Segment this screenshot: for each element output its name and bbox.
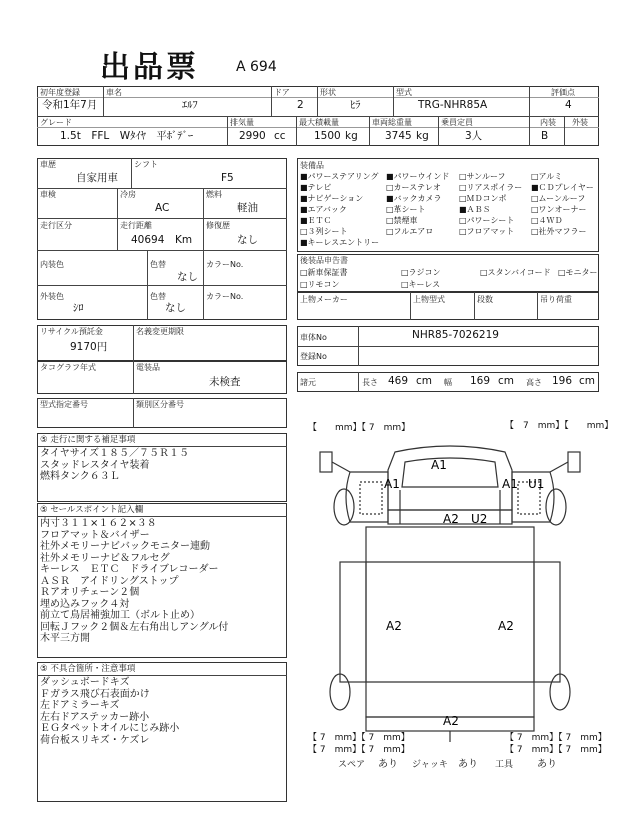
notes-running-lines	[40, 448, 189, 483]
tire-rear-right-2: 【 7 mm】【 7 mm】	[505, 745, 607, 755]
door-label: ドア	[274, 88, 290, 97]
equipment-item: □４ＷＤ	[531, 216, 563, 225]
equipment-item: ■ＥＴＣ	[300, 216, 332, 225]
note-line: 前立て鳥居補強加工（ボルト止め）	[40, 610, 200, 621]
capacity: 3人	[465, 130, 483, 142]
equipment-item: ■パワーステアリング	[300, 172, 379, 181]
notes-running-title: ⑤ 走行に関する補足事項	[40, 435, 136, 445]
post-equipment-item: □モニター	[558, 268, 598, 277]
jack-value: あり	[458, 759, 478, 770]
repaint2-label: 色替	[150, 292, 166, 301]
equipment-item: ■ＡＢＳ	[459, 205, 491, 214]
maxload-label: 最大積載量	[299, 118, 339, 127]
tire-front-right: 【 7 mm】【 mm】	[505, 421, 614, 431]
mileage-value: 40694	[131, 234, 165, 246]
note-line: 燃料タンク６３Ｌ	[40, 471, 120, 482]
length-value: 469	[388, 375, 409, 387]
car-history: 自家用車	[76, 172, 118, 184]
equipment-title: 装備品	[300, 161, 324, 170]
mark-a1-left: A1	[384, 477, 400, 491]
note-line: ＡＳＲ アイドリングストップ	[40, 575, 179, 587]
max-load: 1500	[314, 130, 341, 142]
equipment-item: □ワンオーナー	[531, 205, 587, 214]
mark-a2-mid: A2	[443, 512, 459, 526]
body-shape: ﾋﾗ	[350, 99, 361, 111]
post-equipment-item: □キーレス	[401, 280, 441, 289]
equipment-item: ■エアバック	[300, 205, 347, 214]
name-label: 車名	[106, 88, 122, 97]
equipment-item: □社外マフラー	[531, 227, 587, 236]
capacity-label: 乗員定員	[441, 118, 473, 127]
electric-label: 電装品	[136, 363, 160, 372]
interior-grade: B	[541, 130, 549, 142]
exterior-color-label: 外装色	[40, 292, 64, 301]
equipment-item: □３列シート	[300, 227, 348, 236]
vin-label: 車体No	[300, 333, 327, 342]
tool-value: あり	[537, 759, 557, 770]
length-label: 長さ	[362, 378, 378, 387]
jack-label: ジャッキ	[412, 760, 448, 770]
equipment-item: □サンルーフ	[459, 172, 506, 181]
model-code: TRG-NHR85A	[418, 99, 488, 111]
repaint1-value: なし	[177, 271, 198, 283]
note-line: スタッドレスタイヤ装着	[40, 459, 150, 471]
equipment-item: □アルミ	[531, 172, 563, 181]
post-equipment-title: 後装品申告書	[300, 256, 348, 265]
notes-sales-lines	[40, 518, 228, 645]
length-unit: cm	[416, 375, 433, 387]
vin-value: NHR85-7026219	[412, 329, 499, 341]
note-line: 回転Ｊフック２個＆左右角出しアングル付	[40, 621, 229, 633]
fuel-label: 燃料	[206, 190, 222, 199]
equipment-item: □フルエアロ	[386, 227, 434, 236]
note-line: フロアマット＆バイザー	[40, 529, 150, 541]
equipment-item: □リアスポイラー	[459, 183, 523, 192]
equipment-item: □ムーンルーフ	[531, 194, 586, 203]
first-registration: 令和1年7月	[42, 99, 98, 111]
post-equipment-item: □新車保証書	[300, 268, 348, 277]
notes-sales-title-text: セールスポイント記入欄	[50, 505, 144, 515]
shift-label: シフト	[134, 160, 158, 169]
upper-type-label: 上物型式	[413, 295, 445, 304]
tire-rear-left-1: 【 7 mm】【 7 mm】	[308, 733, 410, 743]
notes-sales-title: ⑤ セールスポイント記入欄	[40, 505, 144, 515]
year-label: 初年度登録	[40, 88, 80, 97]
note-line: 左右ドアステッカー跡小	[40, 711, 150, 723]
dims-label: 諸元	[300, 378, 316, 387]
equipment-item: □禁煙車	[386, 216, 418, 225]
cc-label: 排気量	[230, 118, 254, 127]
equipment-item: ■キーレスエントリー	[300, 238, 380, 247]
electric-value: 未検査	[209, 376, 241, 388]
grade-label: グレード	[40, 118, 72, 127]
note-line: 社外メモリーナビ＆フルセグ	[40, 552, 170, 564]
score-value: 4	[565, 99, 572, 111]
note-line: 内寸３１１×１６２×３８	[40, 518, 157, 529]
score-label: 評価点	[551, 88, 575, 97]
mileage-unit: Km	[175, 234, 193, 246]
inspection-label: 車検	[40, 190, 56, 199]
tacho-label: タコグラフ年式	[40, 363, 96, 372]
shift-value: F5	[221, 172, 234, 184]
lot-number: A 694	[236, 59, 277, 75]
notes-running-title-text: 走行に関する補足事項	[50, 435, 136, 445]
equipment-item: ■ナビゲーション	[300, 194, 364, 203]
equipment-item: □ＭＤコンポ	[459, 194, 507, 203]
gross-weight: 3745	[385, 130, 412, 142]
mark-u1: U1	[528, 477, 545, 491]
height-label: 高さ	[526, 378, 542, 387]
notes-defects-title-text: 不具合箇所・注意事項	[50, 664, 136, 674]
catno-label: 類別区分番号	[136, 400, 184, 409]
name-change-label: 名義変更期限	[136, 327, 184, 336]
mark-a2-right: A2	[498, 619, 514, 633]
notes-defects-title: ⑤ 不具合箇所・注意事項	[40, 664, 136, 674]
equipment-item: □カーステレオ	[386, 183, 441, 192]
note-line: キーレス ＥＴＣ ドライブレコーダー	[40, 564, 219, 575]
recycle-label: リサイクル預託金	[40, 327, 103, 336]
grade-value: 1.5t FFL Wﾀｲﾔ 平ﾎﾞﾃﾞｰ	[60, 130, 194, 142]
height-value: 196	[552, 375, 573, 387]
area-label: 走行区分	[40, 221, 72, 230]
equipment-item: □革シート	[386, 205, 426, 214]
repaint2-value: なし	[165, 302, 186, 314]
door-count: 2	[297, 99, 304, 111]
exterior-label: 外装	[572, 118, 588, 127]
spare-value: あり	[378, 759, 398, 770]
colorno2-label: カラーNo.	[206, 292, 244, 301]
displacement-unit: cc	[274, 130, 286, 142]
spare-label: スペア	[338, 760, 366, 770]
mark-a1-right: A1	[502, 477, 518, 491]
tire-front-left: 【 mm】【 7 mm】	[308, 423, 411, 433]
max-load-unit: kg	[345, 130, 358, 142]
note-line: 荷台板スリキズ・ケズレ	[40, 734, 150, 746]
post-equipment-item: □スタンバイコード	[480, 268, 551, 277]
colorno1-label: カラーNo.	[206, 260, 244, 269]
cooling-value: AC	[155, 202, 170, 214]
post-equipment-item: □ラジコン	[401, 268, 441, 277]
repair-value: なし	[237, 234, 258, 246]
equipment-item: ■ＣＤプレイヤー	[531, 183, 594, 192]
height-unit: cm	[579, 375, 596, 387]
note-line: Ｆガラス飛び石表面かけ	[40, 688, 150, 700]
typeno-label: 型式指定番号	[40, 400, 88, 409]
repair-label: 修復歴	[206, 221, 230, 230]
gross-weight-unit: kg	[416, 130, 429, 142]
equipment-item: ■テレビ	[300, 183, 332, 192]
mileage-label: 走行距離	[120, 221, 152, 230]
exterior-color: ｼﾛ	[73, 302, 84, 314]
note-line: 社外メモリーナビバックモニター連動	[40, 541, 210, 552]
note-line: Ｒアオリチェーン２個	[40, 587, 140, 598]
history-label: 車歴	[40, 160, 56, 169]
step-label: 段数	[477, 295, 493, 304]
car-name: ｴﾙﾌ	[182, 99, 198, 111]
equipment-item: ■パワーウインド	[386, 172, 450, 181]
page-title: 出品票	[100, 50, 199, 85]
displacement: 2990	[239, 130, 266, 142]
note-line: 木平三方開	[40, 633, 90, 644]
note-line: タイヤサイズ１８５／７５Ｒ１５	[40, 448, 189, 459]
maker-label: 上物メーカー	[300, 295, 348, 304]
width-label: 幅	[444, 378, 452, 387]
tool-label: 工具	[495, 760, 514, 770]
tire-rear-left-2: 【 7 mm】【 7 mm】	[308, 745, 410, 755]
cooling-label: 冷房	[120, 190, 136, 199]
mark-a1-top: A1	[431, 458, 447, 472]
equipment-item: □フロアマット	[459, 227, 515, 236]
note-line: ＥＧタペットオイルにじみ跡小	[40, 723, 180, 734]
width-value: 169	[470, 375, 491, 387]
tire-rear-right-1: 【 7 mm】【 7 mm】	[505, 733, 607, 743]
mark-u2: U2	[471, 512, 488, 526]
post-equipment-item: □リモコン	[300, 280, 340, 289]
recycle-value: 9170円	[70, 341, 108, 353]
mark-a2-left: A2	[386, 619, 402, 633]
hoist-label: 吊り荷重	[540, 295, 572, 304]
equipment-item: ■バックカメラ	[386, 194, 442, 203]
fuel-value: 軽油	[237, 202, 258, 214]
note-line: ダッシュボードキズ	[40, 677, 130, 688]
truck-diagram	[300, 432, 600, 742]
note-line: 左ドアミラーキズ	[40, 700, 120, 711]
repaint1-label: 色替	[150, 260, 166, 269]
reg-label: 登録No	[300, 352, 327, 361]
model-label: 型式	[396, 88, 412, 97]
gvw-label: 車両総重量	[372, 118, 412, 127]
notes-defects-lines	[40, 677, 179, 746]
width-unit: cm	[498, 375, 515, 387]
note-line: 埋め込みフック４対	[40, 598, 130, 610]
interior-color-label: 内装色	[40, 260, 64, 269]
interior-label: 内装	[540, 118, 556, 127]
mark-a2-bottom: A2	[443, 714, 459, 728]
equipment-item: □パワーシート	[459, 216, 515, 225]
shape-label: 形状	[320, 88, 336, 97]
